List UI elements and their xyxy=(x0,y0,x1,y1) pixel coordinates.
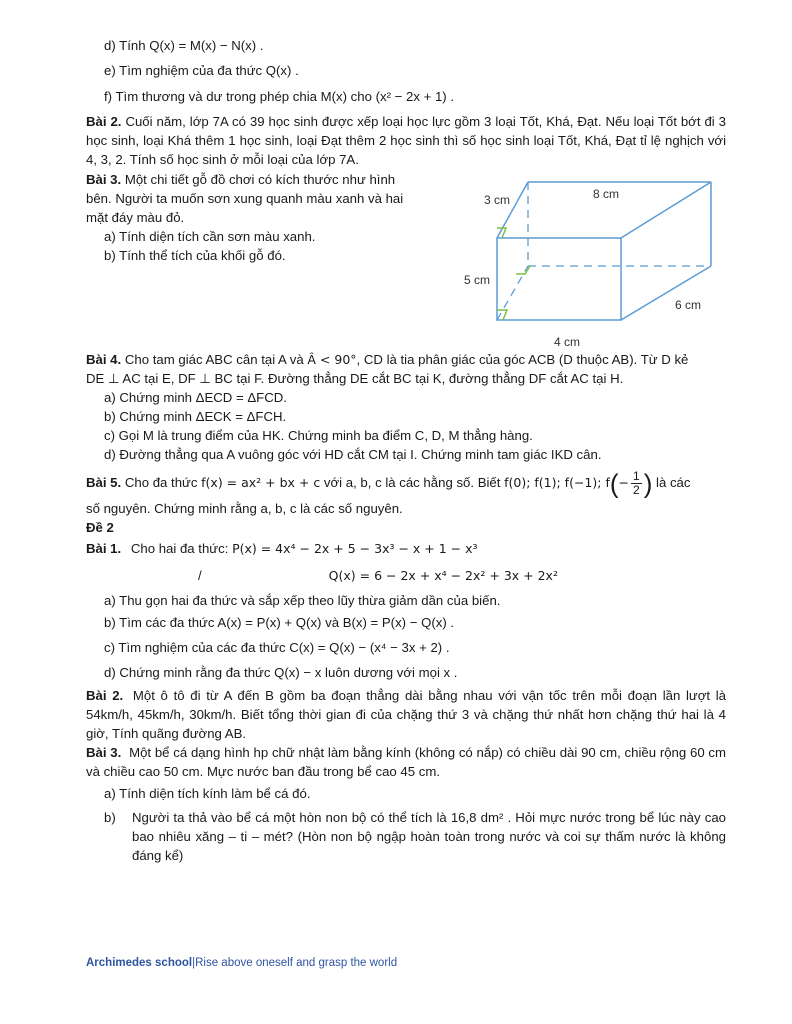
bai3-block xyxy=(86,170,446,265)
de2-bai3-item-b xyxy=(86,808,726,865)
bai2-text: Cuối năm, lớp 7A có 39 học sinh được xếp loại học lực gồm 3 loại Tốt, Khá, Đạt. Nếu loại Tốt bớt đi 3 học sinh, loại Khá thêm 1 học sinh, loại Đạt thêm 2 học sinh thì số học sinh loại Tốt, Khá, Đạt tỉ lệ nghịch với 4, 3, 2. Tính số học sinh ở mỗi loại của lớp 7A. xyxy=(86,114,726,167)
wooden-prism-figure xyxy=(458,170,728,350)
bai4-block xyxy=(86,350,726,464)
bai5-line-2: số nguyên. Chứng minh rằng a, b, c là các số nguyên. xyxy=(86,501,403,516)
de2-bai3-paragraph xyxy=(86,743,726,781)
de2-bai1-item-c: c) Tìm nghiệm của các đa thức C(x) = Q(x) − (x⁴ − 3x + 2) . xyxy=(104,640,450,655)
front-face-edge xyxy=(497,238,621,320)
de2-bai2-paragraph xyxy=(86,686,726,743)
footer-separator: | xyxy=(192,957,196,969)
bai5-fraction xyxy=(631,470,642,497)
bai5-block xyxy=(86,468,726,518)
bai5-text-a: Cho đa thức xyxy=(124,475,198,490)
bai5-text-c: là các xyxy=(656,475,691,490)
bai4-item-b: b) Chứng minh ΔECK = ΔFCH. xyxy=(104,409,287,424)
de2-bai1-p-expr: P(x) = 4x⁴ − 2x + 5 − 3x³ − x + 1 − x³ xyxy=(232,541,478,556)
fraction-denominator: 2 xyxy=(633,483,640,498)
label-6cm: 6 cm xyxy=(675,298,702,312)
bai5-text-b: với a, b, c là các hằng số. Biết xyxy=(323,475,501,490)
right-paren-glyph: ) xyxy=(643,468,653,499)
bai4-item-d: d) Đường thẳng qua A vuông góc với HD cắt CM tại I. Chứng minh tam giác IKD cân. xyxy=(104,447,602,462)
de1-item-f: f) Tìm thương và dư trong phép chia M(x) cho (x² − 2x + 1) . xyxy=(104,89,455,104)
label-5cm: 5 cm xyxy=(464,273,491,287)
de2-bai2-label: Bài 2. xyxy=(86,688,124,703)
de2-bai3-label: Bài 3. xyxy=(86,745,122,760)
bai3-text-line-3: mặt đáy màu đỏ. xyxy=(86,210,185,225)
bai3-item-b: b) Tính thể tích của khối gỗ đó. xyxy=(104,248,286,263)
de2-bai1-label: Bài 1. xyxy=(86,541,122,556)
label-3cm: 3 cm xyxy=(484,193,511,207)
de2-bai1-item-b: b) Tìm các đa thức A(x) = P(x) + Q(x) và B(x) = P(x) − Q(x) . xyxy=(104,615,455,630)
bai2-label: Bài 2. xyxy=(86,114,122,129)
bai3-text-line-1: Một chi tiết gỗ đồ chơi có kích thước như hình xyxy=(124,172,396,187)
bai2-paragraph xyxy=(86,112,726,169)
bai3-label: Bài 3. xyxy=(86,172,122,187)
de2-bai3-item-b-label: b) xyxy=(104,810,116,825)
de2-bai1-q-expr: Q(x) = 6 − 2x + x⁴ − 2x² + 3x + 2x² xyxy=(328,568,558,583)
document-page xyxy=(86,34,726,865)
de2-bai1-slash: / xyxy=(198,568,202,583)
page-footer xyxy=(86,954,397,973)
de2-title: Đề 2 xyxy=(86,520,114,535)
footer-school-name: Archimedes school xyxy=(86,957,193,969)
bai4-line-2: DE ⊥ AC tại E, DF ⊥ BC tại F. Đường thẳng DE cắt BC tại K, đường thẳng DF cắt AC tại H. xyxy=(86,371,624,386)
de2-bai3-text: Một bể cá dạng hình hp chữ nhật làm bằng kính (không có nắp) có chiều dài 90 cm, chiều rộng 60 cm và chiều cao 50 cm. Mực nước ban đầu trong bể cao 45 cm. xyxy=(86,745,726,779)
de1-item-d: d) Tính Q(x) = M(x) − N(x) . xyxy=(104,38,264,53)
fraction-numerator: 1 xyxy=(633,469,640,484)
label-8cm: 8 cm xyxy=(593,187,620,201)
de2-bai1-block xyxy=(86,539,726,682)
bai4-line1-a: Cho tam giác ABC cân tại A và xyxy=(124,352,304,367)
bai4-line1-b: , CD là tia phân giác của góc ACB (D thuộc AB). Từ D kẻ xyxy=(356,352,689,367)
bai5-label: Bài 5. xyxy=(86,475,122,490)
footer-slogan: Rise above oneself and grasp the world xyxy=(195,957,398,969)
bai4-angle-expr: Â < 90° xyxy=(307,352,357,367)
bai4-item-c: c) Gọi M là trung điểm của HK. Chứng minh ba điểm C, D, M thẳng hàng. xyxy=(104,428,533,443)
de2-bai3-item-b-text: Người ta thả vào bể cá một hòn non bộ có thể tích là 16,8 dm² . Hỏi mực nước trong bể lúc này cao bao nhiêu xăng – ti – mét? (Hòn non bộ ngập hoàn toàn trong nước và coi sự thấm nước là không đáng kể) xyxy=(132,810,726,863)
top-left-edge xyxy=(497,182,528,238)
bai5-values: f(0); f(1); f(−1); f xyxy=(504,475,610,490)
de2-bai1-item-a: a) Thu gọn hai đa thức và sắp xếp theo lũy thừa giảm dần của biến. xyxy=(104,593,501,608)
de2-bai2-text: Một ô tô đi từ A đến B gồm ba đoạn thẳng dài bằng nhau với vận tốc trên mỗi đoạn lần lượt là 54km/h, 45km/h, 30km/h. Biết tổng thời gian đi của chặng thứ 3 và chặng thứ nhất hơn chặng thứ hai là 4 giờ, Tính quãng đường AB. xyxy=(86,688,726,741)
bai4-item-a: a) Chứng minh ΔECD = ΔFCD. xyxy=(104,390,287,405)
de1-item-e: e) Tìm nghiệm của đa thức Q(x) . xyxy=(104,63,299,78)
bai5-frac-sign: − xyxy=(618,475,629,490)
de2-bai1-item-d: d) Chứng minh rằng đa thức Q(x) − x luôn dương với mọi x . xyxy=(104,665,458,680)
top-right-edge xyxy=(621,182,711,238)
bai3-text-line-2: bên. Người ta muốn sơn xung quanh màu xanh và hai xyxy=(86,191,404,206)
bai3-item-a: a) Tính diện tích cần sơn màu xanh. xyxy=(104,229,316,244)
bai5-expr: f(x) = ax² + bx + c xyxy=(201,475,321,490)
label-4cm: 4 cm xyxy=(554,335,581,349)
de2-bai1-intro: Cho hai đa thức: xyxy=(130,541,229,556)
de2-bai3-item-a: a) Tính diện tích kính làm bể cá đó. xyxy=(104,786,311,801)
bai4-label: Bài 4. xyxy=(86,352,122,367)
left-paren-glyph: ( xyxy=(609,468,619,499)
